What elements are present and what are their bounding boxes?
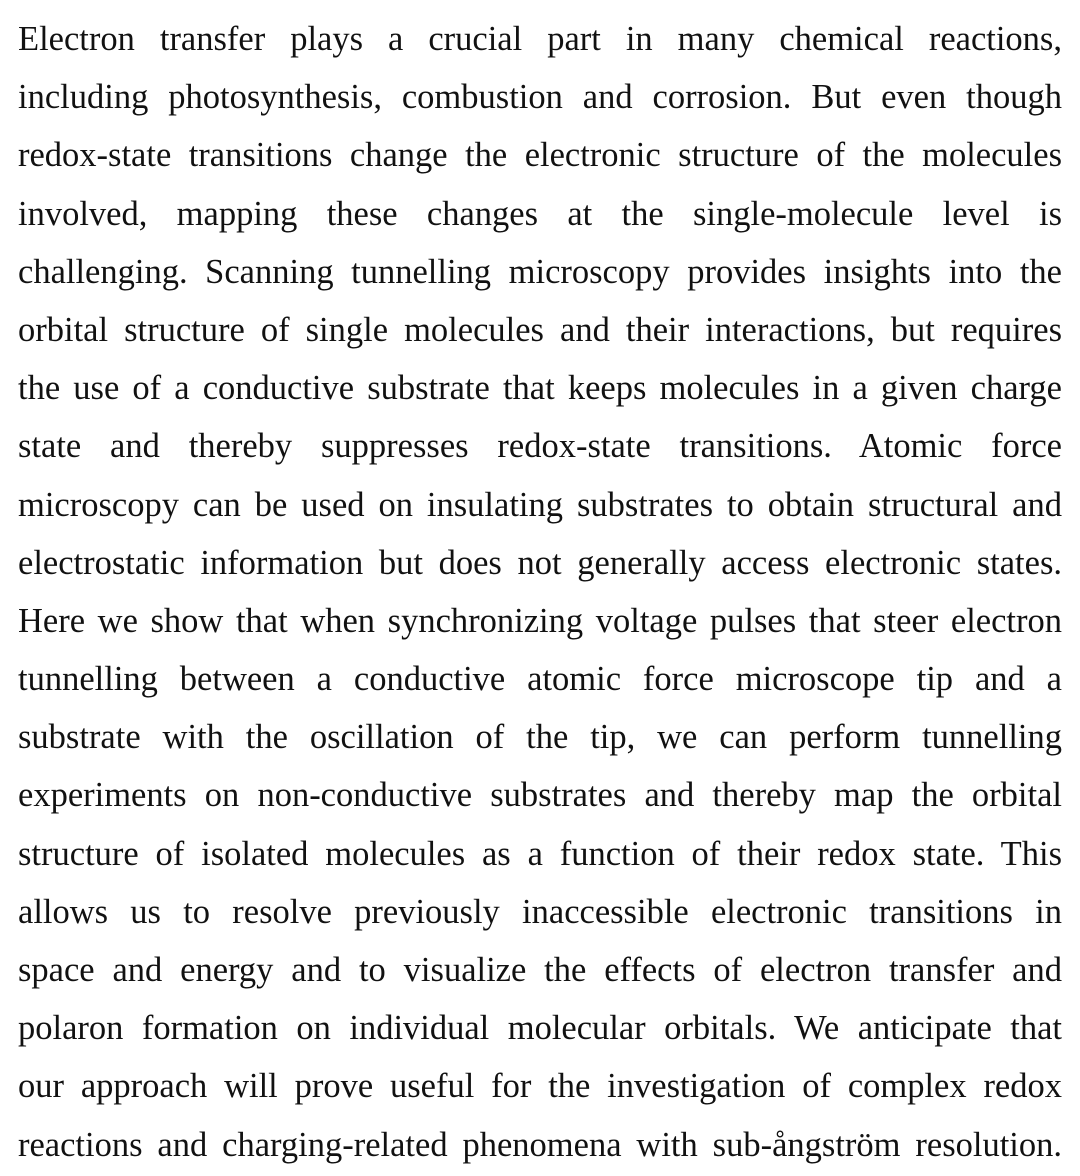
text-line-5: challenging. Scanning tunnelling microscopy provides insights into the [18, 252, 1062, 291]
text-line-10: electrostatic information but does not generally access electronic states. [18, 543, 1062, 582]
text-line-13: substrate with the oscillation of the tip, we can perform tunnelling [18, 718, 1062, 757]
text-line-14: experiments on non-conductive substrates and thereby map the orbital [18, 776, 1062, 815]
text-line-12: tunnelling between a conductive atomic force microscope tip and a [18, 660, 1062, 699]
text-line-15: structure of isolated molecules as a function of their redox state. This [18, 834, 1062, 873]
text-line-11: Here we show that when synchronizing voltage pulses that steer electron [18, 601, 1062, 640]
text-line-3: redox-state transitions change the electronic structure of the molecules [18, 136, 1062, 175]
text-line-17: space and energy and to visualize the effects of electron transfer and [18, 951, 1062, 989]
text-line-4: involved, mapping these changes at the single-molecule level is [18, 194, 1062, 233]
text-line-1: Electron transfer plays a crucial part in many chemical reactions, [18, 20, 1062, 58]
text-line-19: our approach will prove useful for the investigation of complex redox [18, 1067, 1062, 1106]
text-line-20: reactions and charging-related phenomena with sub-ångström resolution. [18, 1125, 1062, 1164]
abstract-paragraph [18, 10, 1062, 1174]
text-line-16: allows us to resolve previously inaccessible electronic transitions in [18, 892, 1062, 931]
text-line-6: orbital structure of single molecules and their interactions, but requires [18, 310, 1062, 349]
text-line-18: polaron formation on individual molecular orbitals. We anticipate that [18, 1009, 1062, 1048]
text-line-7: the use of a conductive substrate that keeps molecules in a given charge [18, 369, 1062, 408]
text-line-9: microscopy can be used on insulating substrates to obtain structural and [18, 485, 1062, 524]
text-line-8: state and thereby suppresses redox-state transitions. Atomic force [18, 427, 1062, 466]
text-line-2: including photosynthesis, combustion and corrosion. But even though [18, 78, 1062, 117]
